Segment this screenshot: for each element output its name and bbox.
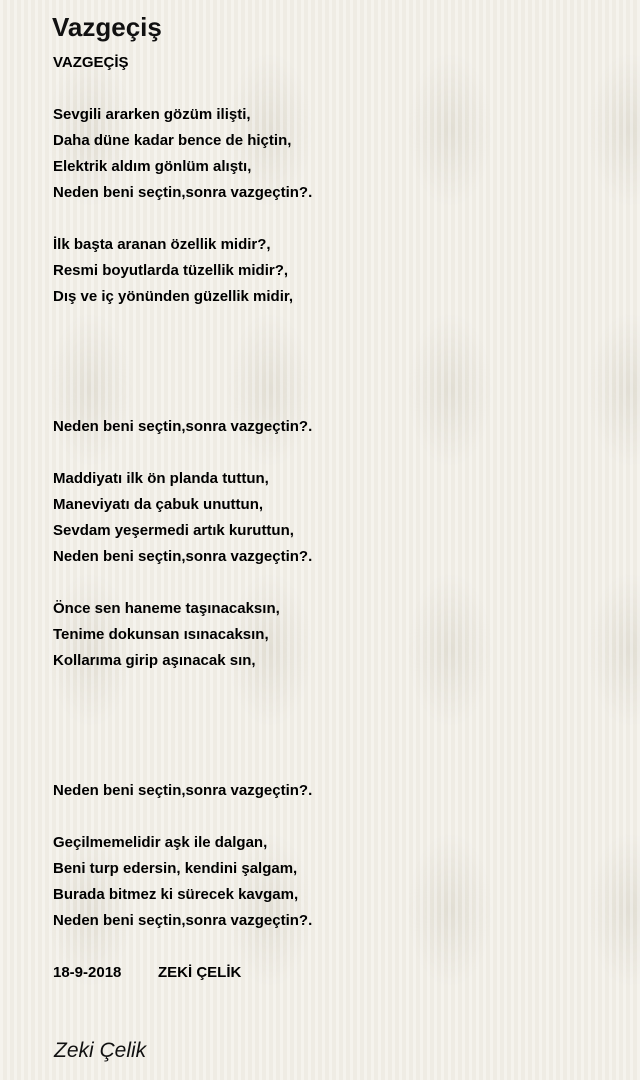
poem-line: İlk başta aranan özellik midir?, [53,236,271,253]
poem-line: Önce sen haneme taşınacaksın, [53,600,280,617]
poem-line: Elektrik aldım gönlüm alıştı, [53,158,252,175]
poem-line: Neden beni seçtin,sonra vazgeçtin?. [53,912,313,929]
poem-blank-line [53,440,613,466]
poem-blank-line [53,570,613,596]
poem-blank-line [53,674,613,700]
poem-line: Tenime dokunsan ısınacaksın, [53,626,269,643]
poem-line: Geçilmemelidir aşk ile dalgan, [53,834,268,851]
poem-blank-line [53,76,613,102]
poem-line: Maneviyatı da çabuk unuttun, [53,496,264,513]
poem-line: Sevgili ararken gözüm ilişti, [53,106,251,123]
poem-line: Neden beni seçtin,sonra vazgeçtin?. [53,782,313,799]
poem-signature-row [53,960,613,986]
poem-blank-line [53,206,613,232]
poem-line: Daha düne kadar bence de hiçtin, [53,132,292,149]
poem-body [53,50,613,986]
poem-signature: ZEKİ ÇELİK [158,964,242,981]
author-name[interactable]: Zeki Çelik [54,1039,147,1062]
poem-line: Neden beni seçtin,sonra vazgeçtin?. [53,184,313,201]
poem-line: Maddiyatı ilk ön planda tuttun, [53,470,269,487]
poem-line: Dış ve iç yönünden güzellik midir, [53,288,294,305]
poem-blank-line [53,752,613,778]
poem-line: Resmi boyutlarda tüzellik midir?, [53,262,289,279]
poem-blank-line [53,934,613,960]
poem-line: Beni turp edersin, kendini şalgam, [53,860,298,877]
poem-line: Burada bitmez ki sürecek kavgam, [53,886,299,903]
poem-blank-line [53,310,613,336]
page-title: Vazgeçiş [52,12,162,42]
poem-line: Sevdam yeşermedi artık kuruttun, [53,522,294,539]
poem-blank-line [53,804,613,830]
poem-blank-line [53,362,613,388]
poem-line: Neden beni seçtin,sonra vazgeçtin?. [53,418,313,435]
poem-heading: VAZGEÇİŞ [53,54,129,71]
poem-blank-line [53,336,613,362]
poem-date: 18-9-2018 [53,964,122,981]
poem-lines [53,76,613,960]
poem-line: Neden beni seçtin,sonra vazgeçtin?. [53,548,313,565]
poem-blank-line [53,726,613,752]
poem-blank-line [53,388,613,414]
poem-blank-line [53,700,613,726]
poem-line: Kollarıma girip aşınacak sın, [53,652,256,669]
